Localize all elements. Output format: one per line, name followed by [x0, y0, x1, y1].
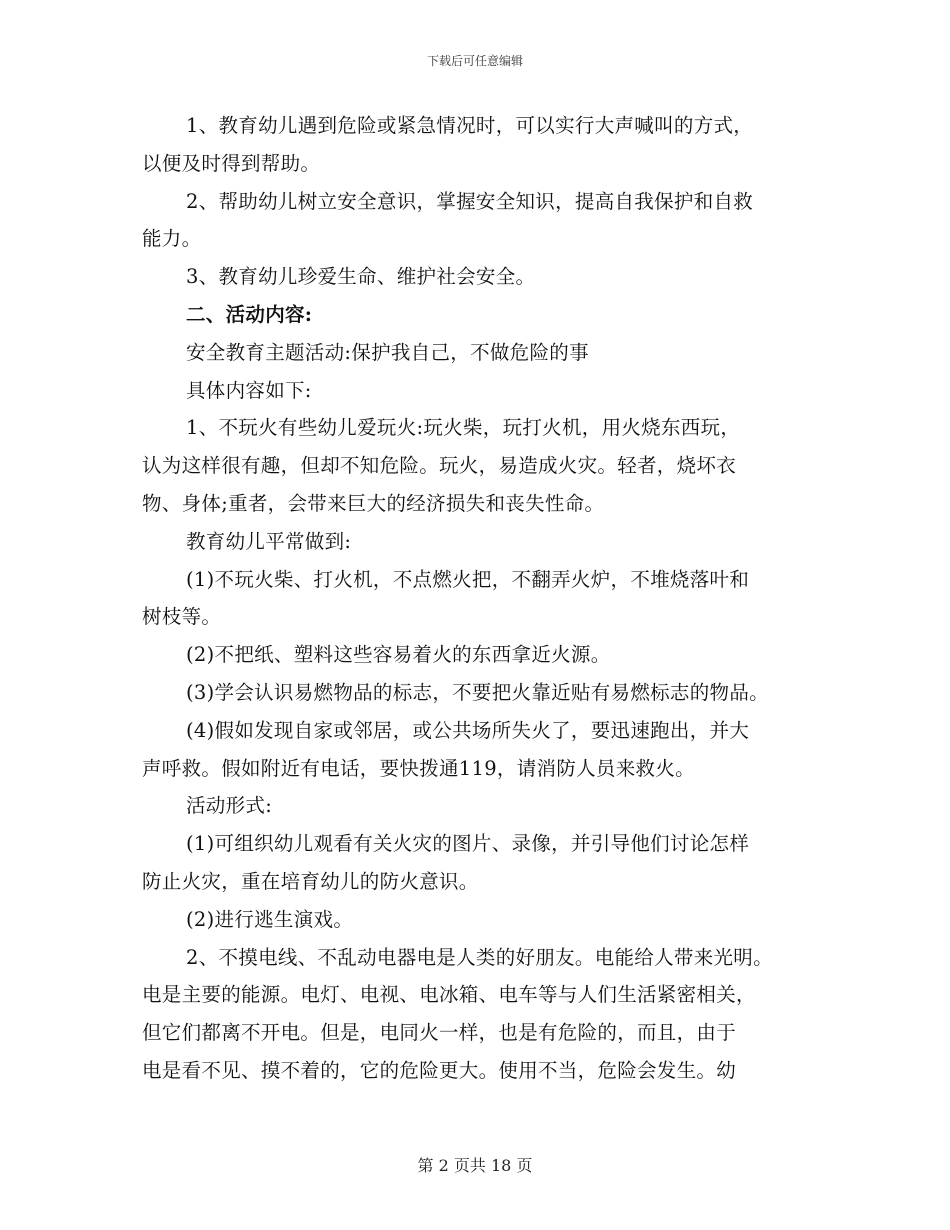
text-line: 2、帮助幼儿树立安全意识，掌握安全知识，提高自我保护和自救 — [186, 189, 754, 213]
text-line: 活动形式: — [186, 794, 273, 818]
text-line: 防止火灾，重在培育幼儿的防火意识。 — [142, 869, 479, 893]
text-line: 声呼救。假如附近有电话，要快拨通119，请消防人员来救火。 — [142, 756, 695, 780]
page-number: 第 2 页共 18 页 — [417, 1156, 533, 1175]
text-line: 物、身体;重者，会带来巨大的经济损失和丧失性命。 — [142, 491, 605, 515]
text-line: 1、不玩火有些幼儿爱玩火:玩火柴，玩打火机，用火烧东西玩， — [186, 416, 741, 440]
document-body — [142, 107, 822, 1090]
text-line: (2)进行逃生演戏。 — [186, 907, 354, 931]
text-line: 电是看不见、摸不着的，它的危险更大。使用不当，危险会发生。幼 — [142, 1058, 737, 1082]
text-line: (3)学会认识易燃物品的标志，不要把火靠近贴有易燃标志的物品。 — [186, 680, 769, 704]
text-line: (1)可组织幼儿观看有关火灾的图片、录像，并引导他们讨论怎样 — [186, 832, 750, 856]
text-line: 教育幼儿平常做到: — [186, 529, 352, 553]
text-line: (4)假如发现自家或邻居，或公共场所失火了，要迅速跑出，并大 — [186, 718, 750, 742]
text-line: (2)不把纸、塑料这些容易着火的东西拿近火源。 — [186, 643, 611, 667]
text-line: 能力。 — [142, 227, 202, 251]
text-line: 以便及时得到帮助。 — [142, 151, 321, 175]
text-line: 但它们都离不开电。但是，电同火一样，也是有危险的，而且，由于 — [142, 1021, 737, 1045]
text-line: 具体内容如下: — [186, 378, 312, 402]
text-line: 认为这样很有趣，但却不知危险。玩火，易造成火灾。轻者，烧坏衣 — [142, 454, 737, 478]
text-line: 1、教育幼儿遇到危险或紧急情况时，可以实行大声喊叫的方式， — [186, 114, 754, 137]
text-line: 树枝等。 — [142, 605, 222, 629]
text-line: (1)不玩火柴、打火机，不点燃火把，不翻弄火炉，不堆烧落叶和 — [186, 567, 750, 591]
text-line: 3、教育幼儿珍爱生命、维护社会安全。 — [186, 265, 536, 289]
page-header: 下载后可任意编辑 — [426, 54, 523, 68]
section-heading: 二、活动内容: — [186, 302, 313, 326]
text-line: 电是主要的能源。电灯、电视、电冰箱、电车等与人们生活紧密相关， — [142, 983, 756, 1007]
text-line: 2、不摸电线、不乱动电器电是人类的好朋友。电能给人带来光明。 — [186, 945, 773, 969]
text-line: 安全教育主题活动:保护我自己，不做危险的事 — [186, 340, 589, 364]
